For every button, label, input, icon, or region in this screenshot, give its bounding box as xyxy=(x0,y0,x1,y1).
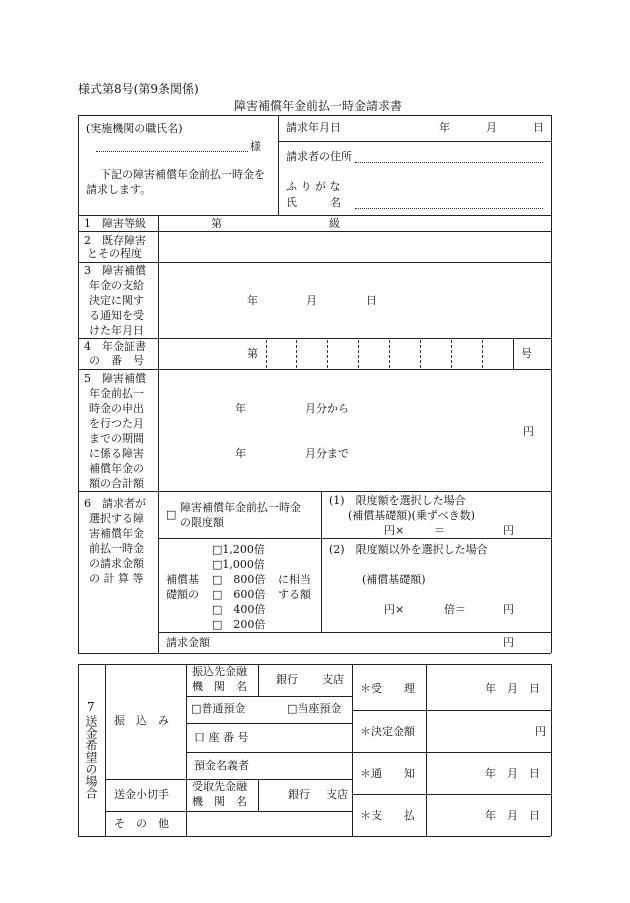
office-payment-date: 年 月 日 xyxy=(485,809,540,822)
office-notice-date: 年 月 日 xyxy=(485,767,540,780)
multiplier-800[interactable]: □ 800倍 xyxy=(212,573,266,586)
option2-subtitle: (補償基礎額) xyxy=(362,573,426,586)
notice-month: 月 xyxy=(306,294,317,307)
bank-ginko: 銀行 xyxy=(276,673,298,686)
calc-label-6: の 計 算 等 xyxy=(89,572,144,585)
request-day-label: 日 xyxy=(533,121,544,134)
period-to-month: 月分まで xyxy=(305,447,349,460)
office-received-date: 年 月 日 xyxy=(485,682,540,695)
recv-ginko: 銀行 xyxy=(288,788,310,801)
option1-subtitle: (補償基礎額)(乗ずべき数) xyxy=(348,509,475,522)
notice-year: 年 xyxy=(247,294,258,307)
grade-dai: 第 xyxy=(211,217,222,230)
notice-label-2: 年金の支給 xyxy=(89,279,144,292)
limit-text-line2: の限度額 xyxy=(180,516,224,529)
office-received-label: ＊受 理 xyxy=(360,682,415,695)
certificate-label1: 4 年金証書 xyxy=(84,340,146,353)
office-notice-label: ＊通 知 xyxy=(360,767,415,780)
request-year-label: 年 xyxy=(439,121,450,134)
claim-amount-yen: 円 xyxy=(503,636,514,649)
total-label-3: 時金の申出 xyxy=(89,402,144,415)
multiplier-1000[interactable]: □1,000倍 xyxy=(212,558,265,571)
option2-title: (2) 限度額以外を選択した場合 xyxy=(329,543,488,556)
bank-label-line2: 機 関 名 xyxy=(192,680,247,693)
name-label: 氏 名 xyxy=(286,196,341,209)
total-label-6: に係る障害 xyxy=(89,447,144,460)
option1-yen-times: 円× xyxy=(384,524,405,537)
furigana-label: ふ り が な xyxy=(286,180,341,193)
name-line[interactable] xyxy=(355,208,543,209)
bank-label-line1: 振込先金融 xyxy=(192,665,247,678)
form-title: 障害補償年金前払一時金請求書 xyxy=(234,99,403,113)
option1-equals: ＝ xyxy=(434,524,445,537)
office-decided-yen: 円 xyxy=(535,725,546,738)
sotou-label2: する額 xyxy=(278,588,311,601)
period-to-year: 年 xyxy=(235,447,246,460)
request-text-line2: 請求します。 xyxy=(86,183,152,196)
request-date-label: 請求年月日 xyxy=(286,121,341,134)
existing-disability-label1: 2 既存障害 xyxy=(84,234,146,247)
multiplier-200[interactable]: □ 200倍 xyxy=(212,618,266,631)
claim-amount-label: 請求金額 xyxy=(166,636,210,649)
recv-shiten: 支店 xyxy=(326,788,348,801)
sotou-label1: に相当 xyxy=(278,573,311,586)
recv-bank-label-line1: 受取先金融 xyxy=(192,780,247,793)
account-holder-label: 預金名義者 xyxy=(194,759,249,772)
other-label: そ の 他 xyxy=(114,817,169,830)
office-payment-label: ＊支 払 xyxy=(360,809,415,822)
total-label-4: を行つた月 xyxy=(89,417,144,430)
address-label: 請求者の住所 xyxy=(286,150,352,163)
multiplier-400[interactable]: □ 400倍 xyxy=(212,603,266,616)
calc-label-4: 前払一時金 xyxy=(89,542,144,555)
account-number-label: 口 座 番 号 xyxy=(194,731,249,744)
option2-bai-equals: 倍＝ xyxy=(444,603,466,616)
hosho-kiso-label1: 補償基 xyxy=(166,573,199,586)
notice-label-1: 3 障害補償 xyxy=(84,264,146,277)
total-label-1: 5 障害補償 xyxy=(84,372,146,385)
current-deposit-checkbox[interactable]: □当座預金 xyxy=(287,702,342,715)
furikomi-label: 振 込 み xyxy=(114,714,169,727)
option1-title: (1) 限度額を選択した場合 xyxy=(329,494,466,507)
check-label: 送金小切手 xyxy=(114,788,169,801)
sama-label: 様 xyxy=(250,140,261,153)
limit-checkbox[interactable]: □ xyxy=(166,508,177,521)
period-from-year: 年 xyxy=(235,402,246,415)
option1-yen: 円 xyxy=(503,524,514,537)
recipient-label: (実施機関の職氏名) xyxy=(86,122,183,135)
recipient-name-line[interactable] xyxy=(96,151,248,152)
calc-label-1: 6 請求者が xyxy=(84,497,146,510)
recv-bank-label-line2: 機 関 名 xyxy=(192,795,247,808)
calc-label-5: の請求金額 xyxy=(89,557,144,570)
calc-label-3: 害補償年金 xyxy=(89,527,144,540)
calc-label-2: 選択する障 xyxy=(89,512,144,525)
request-text-line1: 下記の障害補償年金前払一時金を xyxy=(100,168,265,181)
hosho-kiso-label2: 礎額の xyxy=(166,588,199,601)
remit-section-label: 送金希望の場合 xyxy=(84,715,98,799)
certificate-go: 号 xyxy=(521,347,532,360)
grade-kyu: 級 xyxy=(329,217,340,230)
total-label-2: 年金前払一 xyxy=(89,387,144,400)
office-decided-label: ＊決定金額 xyxy=(360,725,415,738)
notice-day: 日 xyxy=(366,294,377,307)
multiplier-600[interactable]: □ 600倍 xyxy=(212,588,266,601)
form-number: 様式第8号(第9条関係) xyxy=(78,82,199,96)
period-total-yen: 円 xyxy=(523,425,534,438)
address-line[interactable] xyxy=(355,162,543,163)
notice-label-5: けた年月日 xyxy=(89,324,144,337)
existing-disability-label2: とその程度 xyxy=(87,247,142,260)
multiplier-1200[interactable]: □1,200倍 xyxy=(212,543,265,556)
total-label-7: 補償年金の xyxy=(89,462,144,475)
total-label-8: 額の合計額 xyxy=(89,477,144,490)
remit-section-number: 7 xyxy=(87,700,95,714)
option2-yen: 円 xyxy=(503,603,514,616)
notice-label-3: 決定に関す xyxy=(89,294,144,307)
disability-grade-label: 1 障害等級 xyxy=(84,217,146,230)
limit-text-line1: 障害補償年金前払一時金 xyxy=(180,501,301,514)
option2-yen-times: 円× xyxy=(384,603,405,616)
notice-label-4: る通知を受 xyxy=(89,309,144,322)
ordinary-deposit-checkbox[interactable]: □普通預金 xyxy=(191,702,246,715)
certificate-label2: の 番 号 xyxy=(89,354,144,367)
total-label-5: までの期間 xyxy=(89,432,144,445)
certificate-dai: 第 xyxy=(247,347,258,360)
request-month-label: 月 xyxy=(486,121,497,134)
bank-shiten: 支店 xyxy=(322,673,344,686)
period-from-month: 月分から xyxy=(305,402,349,415)
